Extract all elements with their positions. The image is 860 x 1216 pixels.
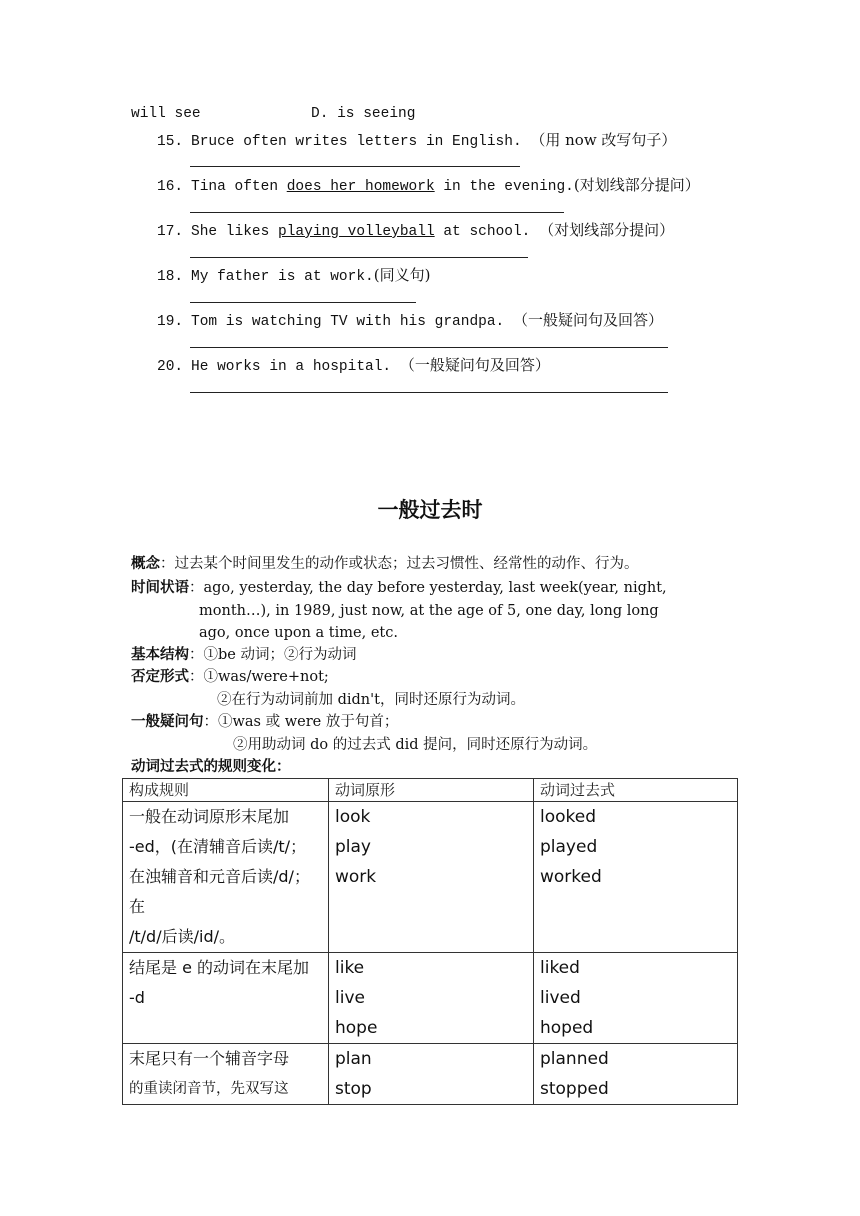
general-question (131, 711, 398, 733)
table-caption (131, 756, 291, 778)
general-question-label: 一般疑问句 (131, 714, 204, 730)
question-instruction: （对划线部分提问） (539, 221, 675, 239)
rule-cell (123, 1044, 329, 1105)
past-form-cell (534, 802, 738, 953)
table-header-row (123, 779, 738, 802)
question-20 (157, 354, 550, 375)
table-row (123, 953, 738, 1044)
question-16 (157, 174, 700, 195)
basic-structure-text: ：①be 动词；②行为动词 (189, 647, 357, 663)
question-instruction: （用 now 改写句子） (530, 131, 677, 149)
rule-cell (123, 953, 329, 1044)
rule-line: 末尾只有一个辅音字母 (129, 1049, 290, 1068)
answer-line[interactable] (190, 257, 528, 258)
past-tense-rules-table (122, 778, 738, 1105)
answer-line[interactable] (190, 392, 668, 393)
rule-line: 一般在动词原形末尾加 (129, 807, 290, 826)
table-row (123, 1044, 738, 1105)
rule-line: 结尾是 e 的动词在末尾加 (129, 958, 310, 977)
question-19 (157, 309, 663, 330)
section-title: 一般过去时 (377, 498, 483, 522)
basic-structure-label: 基本结构 (131, 647, 189, 663)
table-caption-text: 动词过去式的规则变化： (131, 759, 291, 775)
question-number: 16. (157, 179, 184, 195)
time-adverbials-line: month…), in 1989, just now, at the age of 5, one day, long long (199, 603, 659, 619)
rule-line: /t/d/后读/id/。 (129, 927, 235, 946)
concept-paragraph (131, 553, 639, 575)
question-text: at school. (434, 224, 531, 240)
question-text: She likes (191, 224, 279, 240)
header-base-form: 动词原形 (329, 779, 534, 802)
rule-line: -d (129, 988, 145, 1007)
negative-form-line: ：①was/were+not; (189, 669, 329, 685)
underlined-phrase: does her homework (286, 179, 435, 195)
base-verb: live (335, 988, 365, 1008)
general-question-line: ②用助动词 do 的过去式 did 提问，同时还原行为动词。 (233, 737, 598, 753)
past-form-cell (534, 953, 738, 1044)
basic-structure (131, 644, 356, 666)
question-instruction: (对划线部分提问） (573, 176, 700, 194)
rule-cell (123, 802, 329, 953)
negative-form (131, 666, 329, 688)
time-adverbials (131, 577, 667, 599)
question-instruction: （一般疑问句及回答） (399, 356, 550, 374)
base-verb: stop (335, 1079, 372, 1099)
question-number: 18. (157, 269, 184, 285)
question-text: in the evening. (434, 179, 574, 195)
question-number: 15. (157, 134, 184, 150)
question-number: 17. (157, 224, 184, 240)
rule-line: -ed，(在清辅音后读/t/； (129, 837, 307, 856)
rule-line: 在 (129, 897, 146, 916)
header-past-form: 动词过去式 (534, 779, 738, 802)
question-text: My father is at work. (191, 269, 374, 285)
past-verb: lived (540, 988, 581, 1008)
time-adverbials-label: 时间状语 (131, 580, 189, 596)
question-15 (157, 129, 676, 150)
past-verb: played (540, 837, 598, 857)
header-rule: 构成规则 (123, 779, 329, 802)
time-adverbials-line: ：ago, yesterday, the day before yesterday, last week(year, night, (189, 580, 667, 596)
past-form-cell (534, 1044, 738, 1105)
question-number: 20. (157, 359, 184, 375)
past-verb: looked (540, 807, 597, 827)
question-text: Tom is watching TV with his grandpa. (191, 314, 505, 330)
base-form-cell (329, 953, 534, 1044)
answer-line[interactable] (190, 347, 668, 348)
time-adverbials-line: ago, once upon a time, etc. (199, 625, 398, 641)
answer-line[interactable] (190, 212, 564, 213)
question-instruction: （一般疑问句及回答） (512, 311, 663, 329)
base-verb: hope (335, 1018, 378, 1038)
negative-form-line: ②在行为动词前加 didn't，同时还原行为动词。 (217, 692, 525, 708)
rule-line: 的重读闭音节，先双写这 (129, 1081, 289, 1097)
base-verb: plan (335, 1049, 372, 1069)
option-c-fragment: will see (131, 106, 201, 122)
question-text: Bruce often writes letters in English. (191, 134, 522, 150)
past-verb: liked (540, 958, 580, 978)
rule-line: 在浊辅音和元音后读/d/； (129, 867, 310, 886)
base-verb: work (335, 867, 377, 887)
answer-line[interactable] (190, 166, 520, 167)
concept-label: 概念 (131, 556, 160, 572)
underlined-phrase: playing volleyball (278, 224, 435, 240)
past-verb: worked (540, 867, 602, 887)
base-verb: look (335, 807, 371, 827)
base-form-cell (329, 1044, 534, 1105)
past-verb: hoped (540, 1018, 594, 1038)
answer-line[interactable] (190, 302, 416, 303)
table-row (123, 802, 738, 953)
past-verb: stopped (540, 1079, 609, 1099)
question-text: He works in a hospital. (191, 359, 392, 375)
base-verb: like (335, 958, 365, 978)
question-number: 19. (157, 314, 184, 330)
question-text: Tina often (191, 179, 287, 195)
base-verb: play (335, 837, 371, 857)
base-form-cell (329, 802, 534, 953)
negative-form-label: 否定形式 (131, 669, 189, 685)
question-18 (157, 264, 430, 285)
past-verb: planned (540, 1049, 609, 1069)
concept-text: ：过去某个时间里发生的动作或状态；过去习惯性、经常性的动作、行为。 (160, 556, 639, 572)
question-instruction: (同义句) (373, 266, 431, 284)
question-17 (157, 219, 674, 240)
general-question-line: ：①was 或 were 放于句首； (203, 714, 399, 730)
option-d: D. is seeing (311, 106, 416, 122)
